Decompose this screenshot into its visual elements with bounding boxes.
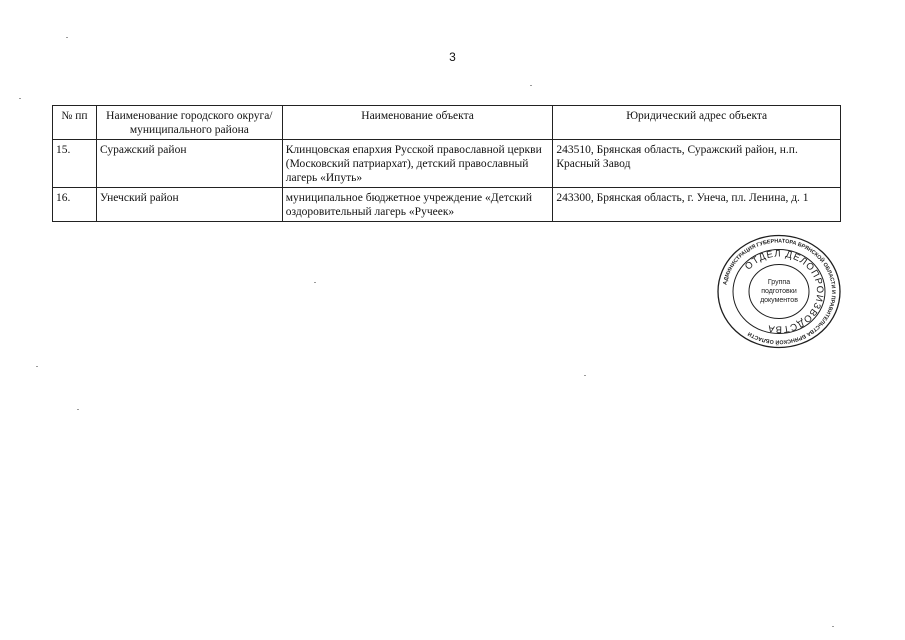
row-number: 15. bbox=[53, 140, 97, 188]
row-address: 243510, Брянская область, Суражский район, н.п. Красный Завод bbox=[553, 140, 841, 188]
table-header-row bbox=[53, 106, 841, 140]
row-object: Клинцовская епархия Русской православной церкви (Московский патриархат), детский православный лагерь «Ипуть» bbox=[282, 140, 553, 188]
scan-speck bbox=[314, 282, 316, 283]
header-district: Наименование городского округа/муниципального района bbox=[96, 106, 282, 140]
table-row bbox=[53, 140, 841, 188]
row-number: 16. bbox=[53, 188, 97, 222]
objects-table bbox=[52, 105, 841, 222]
scan-speck bbox=[36, 366, 38, 367]
header-object: Наименование объекта bbox=[282, 106, 553, 140]
stamp-center-line-2: подготовки bbox=[761, 288, 797, 295]
row-district: Суражский район bbox=[96, 140, 282, 188]
stamp-center-line-3: документов bbox=[760, 297, 798, 304]
scan-speck bbox=[77, 409, 79, 410]
header-address: Юридический адрес объекта bbox=[553, 106, 841, 140]
stamp-inner-text: ОТДЕЛ ДЕЛОПРОИЗВОДСТВА bbox=[742, 248, 826, 335]
scan-speck bbox=[530, 85, 532, 86]
table-row bbox=[53, 188, 841, 222]
stamp-outer-text: АДМИНИСТРАЦИЯ ГУБЕРНАТОРА БРЯНСКОЙ ОБЛАСТИ И ПРАВИТЕЛЬСТВА БРЯНСКОЙ ОБЛАСТИ bbox=[722, 238, 837, 345]
row-address: 243300, Брянская область, г. Унеча, пл. Ленина, д. 1 bbox=[553, 188, 841, 222]
header-number: № пп bbox=[53, 106, 97, 140]
row-district: Унечский район bbox=[96, 188, 282, 222]
official-stamp bbox=[716, 234, 842, 349]
stamp-center-line-1: Группа bbox=[767, 279, 791, 286]
page-number: 3 bbox=[449, 50, 456, 64]
scan-speck bbox=[832, 626, 834, 627]
scan-speck bbox=[66, 37, 68, 38]
scan-speck bbox=[19, 98, 21, 99]
row-object: муниципальное бюджетное учреждение «Детский оздоровительный лагерь «Ручеек» bbox=[282, 188, 553, 222]
scan-speck bbox=[584, 375, 586, 376]
